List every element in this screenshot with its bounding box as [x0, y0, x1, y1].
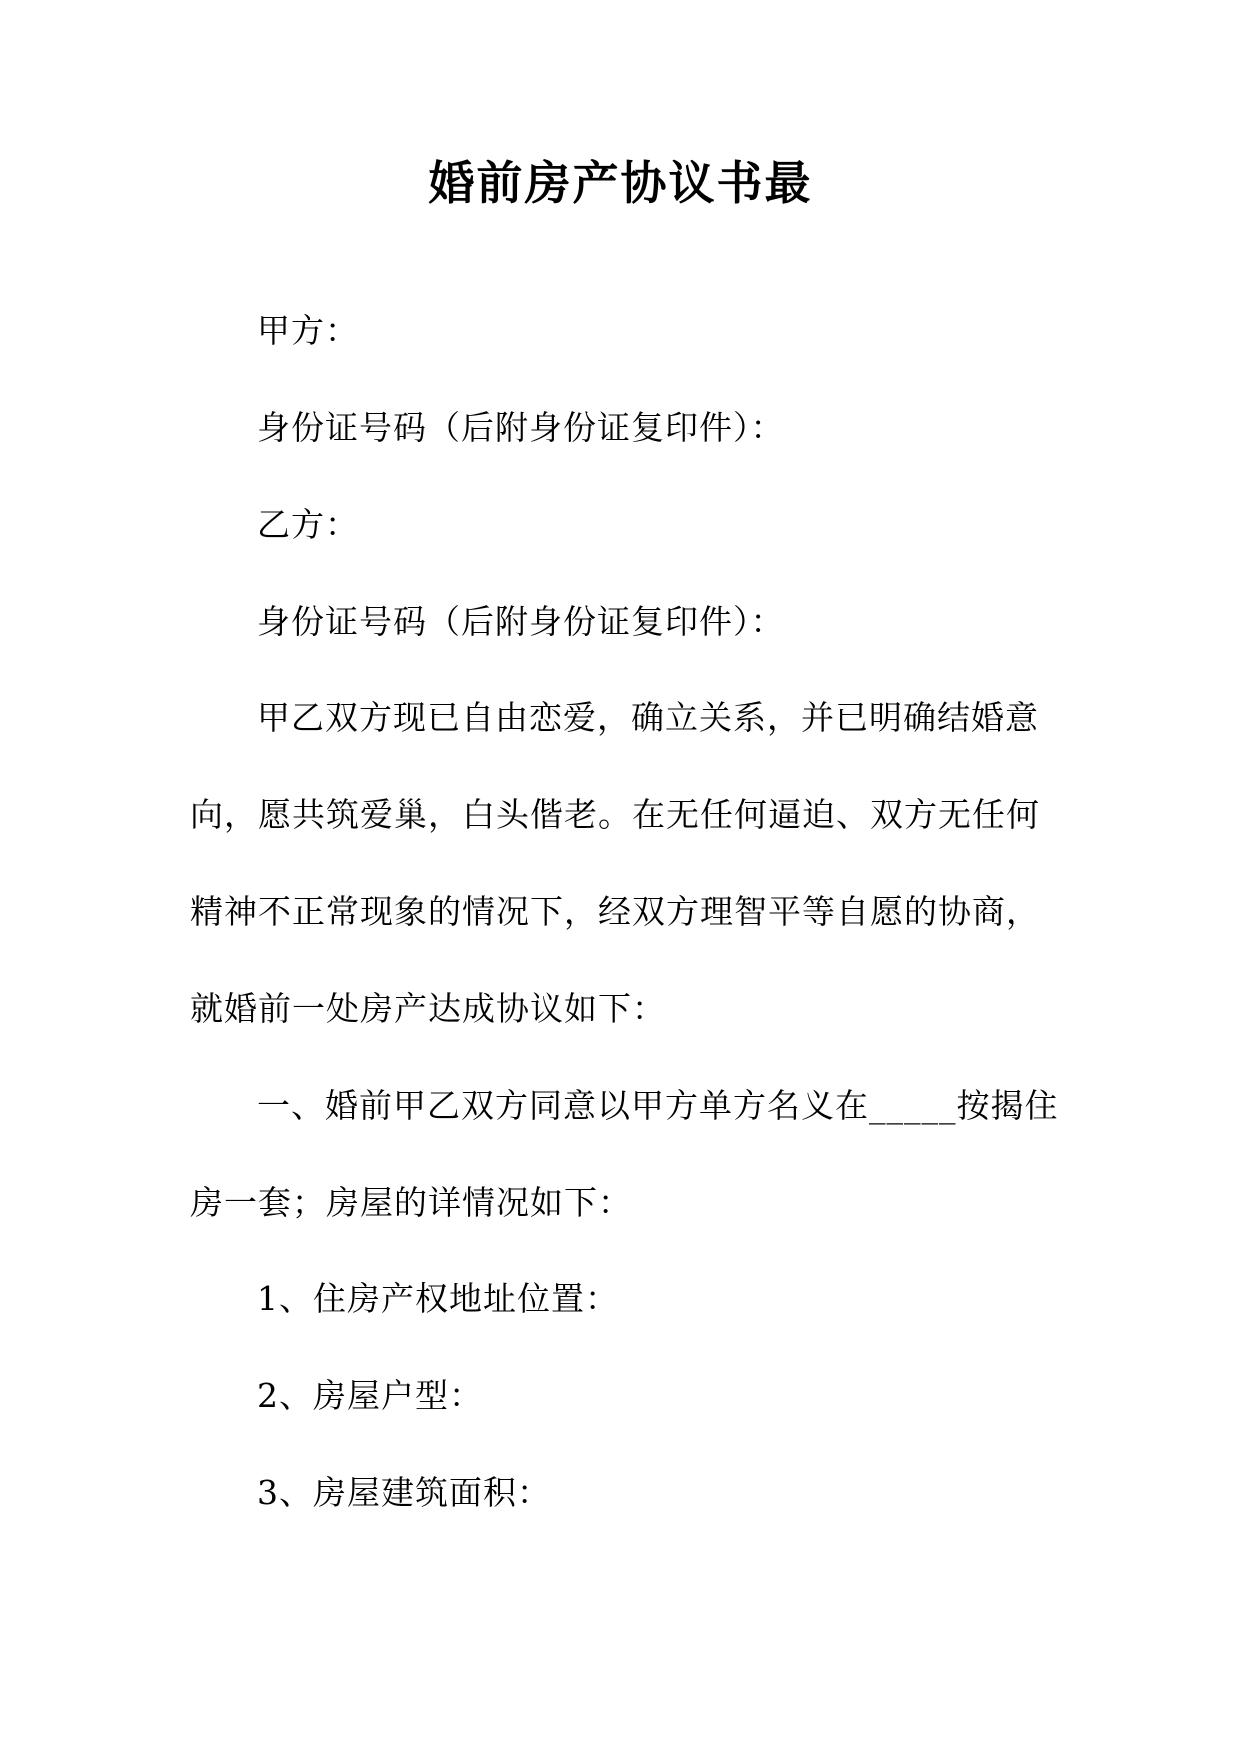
clause-1-line-1: 一、婚前甲乙双方同意以甲方单方名义在_____按揭住: [257, 1086, 1059, 1125]
document-title: 婚前房产协议书最: [428, 156, 813, 210]
party-b-id-label: 身份证号码（后附身份证复印件）：: [257, 602, 785, 641]
party-a-id-label: 身份证号码（后附身份证复印件）：: [257, 408, 785, 447]
preamble-line-1: 甲乙双方现已自由恋爱，确立关系，并已明确结婚意: [257, 698, 1039, 737]
clause-1-line-2: 房一套；房屋的详情况如下：: [190, 1183, 632, 1222]
item-area: 3、房屋建筑面积：: [257, 1473, 551, 1512]
preamble-line-2: 向，愿共筑爱巢，白头偕老。在无任何逼迫、双方无任何: [190, 795, 1040, 834]
party-a-label: 甲方：: [257, 311, 359, 350]
item-layout: 2、房屋户型：: [257, 1376, 483, 1415]
party-b-label: 乙方：: [257, 505, 359, 544]
preamble-line-3: 精神不正常现象的情况下，经双方理智平等自愿的协商，: [190, 892, 1040, 931]
item-address: 1、住房产权地址位置：: [257, 1279, 619, 1318]
preamble-line-4: 就婚前一处房产达成协议如下：: [190, 989, 666, 1028]
